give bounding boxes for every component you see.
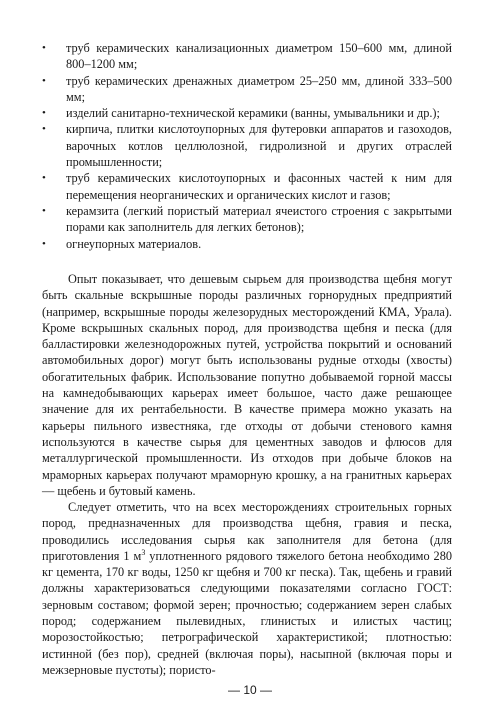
list-item-text: изделий санитарно-технической керамики (ванны, умывальники и др.); [66, 106, 440, 121]
list-item [42, 40, 452, 73]
superscript-cubic: 3 [141, 547, 146, 557]
paragraph-aggregate-requirements [42, 499, 452, 678]
bullet-icon: • [42, 204, 46, 217]
bullet-icon: • [42, 237, 46, 250]
bullet-icon: • [42, 42, 46, 54]
list-item-text: труб керамических кислотоупорных и фасонных частей к ним для перемещения неорганических и органических кислот и газов; [66, 171, 452, 202]
list-item-text: кирпича, плитки кислотоупорных для футеровки аппаратов и газоходов, варочных котлов целлюлозной, гидролизной и других отраслей промышленности; [66, 122, 452, 170]
bullet-icon: • [42, 172, 46, 185]
bullet-icon: • [42, 74, 46, 87]
paragraph-text-end: уплотненного рядового тяжелого бетона необходимо 280 кг цемента, 170 кг воды, 1250 кг щебня и 700 кг песка). Так, щебень и гравий должны характеризоваться следующими показателями согласно ГОСТ: зерновым составом; формой зерен; прочностью; содержанием зерен слабых пород; содержанием пылевидных, глинистых и илистых частиц; морозостойкостью; петрографической характеристикой; плотностью: истинной (без пор), средней (включая поры), насыпной (включая поры и межзерновые пустоты); пористо- [42, 548, 452, 677]
paragraph-crushed-stone-sources: Опыт показывает, что дешевым сырьем для производства щебня могут быть скальные вскрышные породы различных горнорудных предприятий (например, вскрышные породы железорудных месторождений КМА, Урала). Кроме вскрышных скальных пород, для производства щебня и песка (для балластировки железнодорожных путей, устройства покрытий и оснований автомобильных дорог) могут быть использованы рудные отходы (хвосты) обогатительных фабрик. Использование попутно добываемой горной массы на камнедобывающих карьерах имеет большое, часто даже решающее значение для их рентабельности. В качестве примера можно указать на карьеры пильного известняка, где отходы от добычи стенового камня используются в качестве сырья для цементных заводов и флюсов для металлургической промышленности. Из отходов при добыче блоков на мраморных карьерах получают мраморную крошку, а на гранитных карьерах — щебень и бутовый камень. [42, 272, 452, 498]
list-item [42, 121, 452, 170]
list-item-text: труб керамических дренажных диаметром 25–250 мм, длиной 333–500 мм; [66, 73, 452, 104]
list-item [42, 105, 452, 121]
page-number: — 10 — [227, 683, 272, 697]
list-item-text: огнеупорных материалов. [66, 236, 202, 251]
list-item-text: керамзита (легкий пористый материал ячеистого строения с закрытыми порами как заполнитель для легких бетонов); [66, 203, 452, 235]
list-item [42, 170, 452, 203]
paragraph-text-start: Следует отметить, что на всех месторождениях строительных горных пород, предназначенных для производства щебня, гравия и песка, проводились исследования сырья как заполнителя для бетона (для приготовления 1 м [42, 500, 452, 563]
bullet-icon: • [42, 107, 46, 120]
list-item-text: труб керамических канализационных диаметром 150–600 мм, длиной 800–1200 мм; [66, 41, 452, 72]
bullet-list [42, 40, 452, 252]
list-item [42, 73, 452, 106]
bullet-icon: • [42, 123, 46, 136]
list-item [42, 203, 452, 236]
list-item [42, 236, 452, 252]
